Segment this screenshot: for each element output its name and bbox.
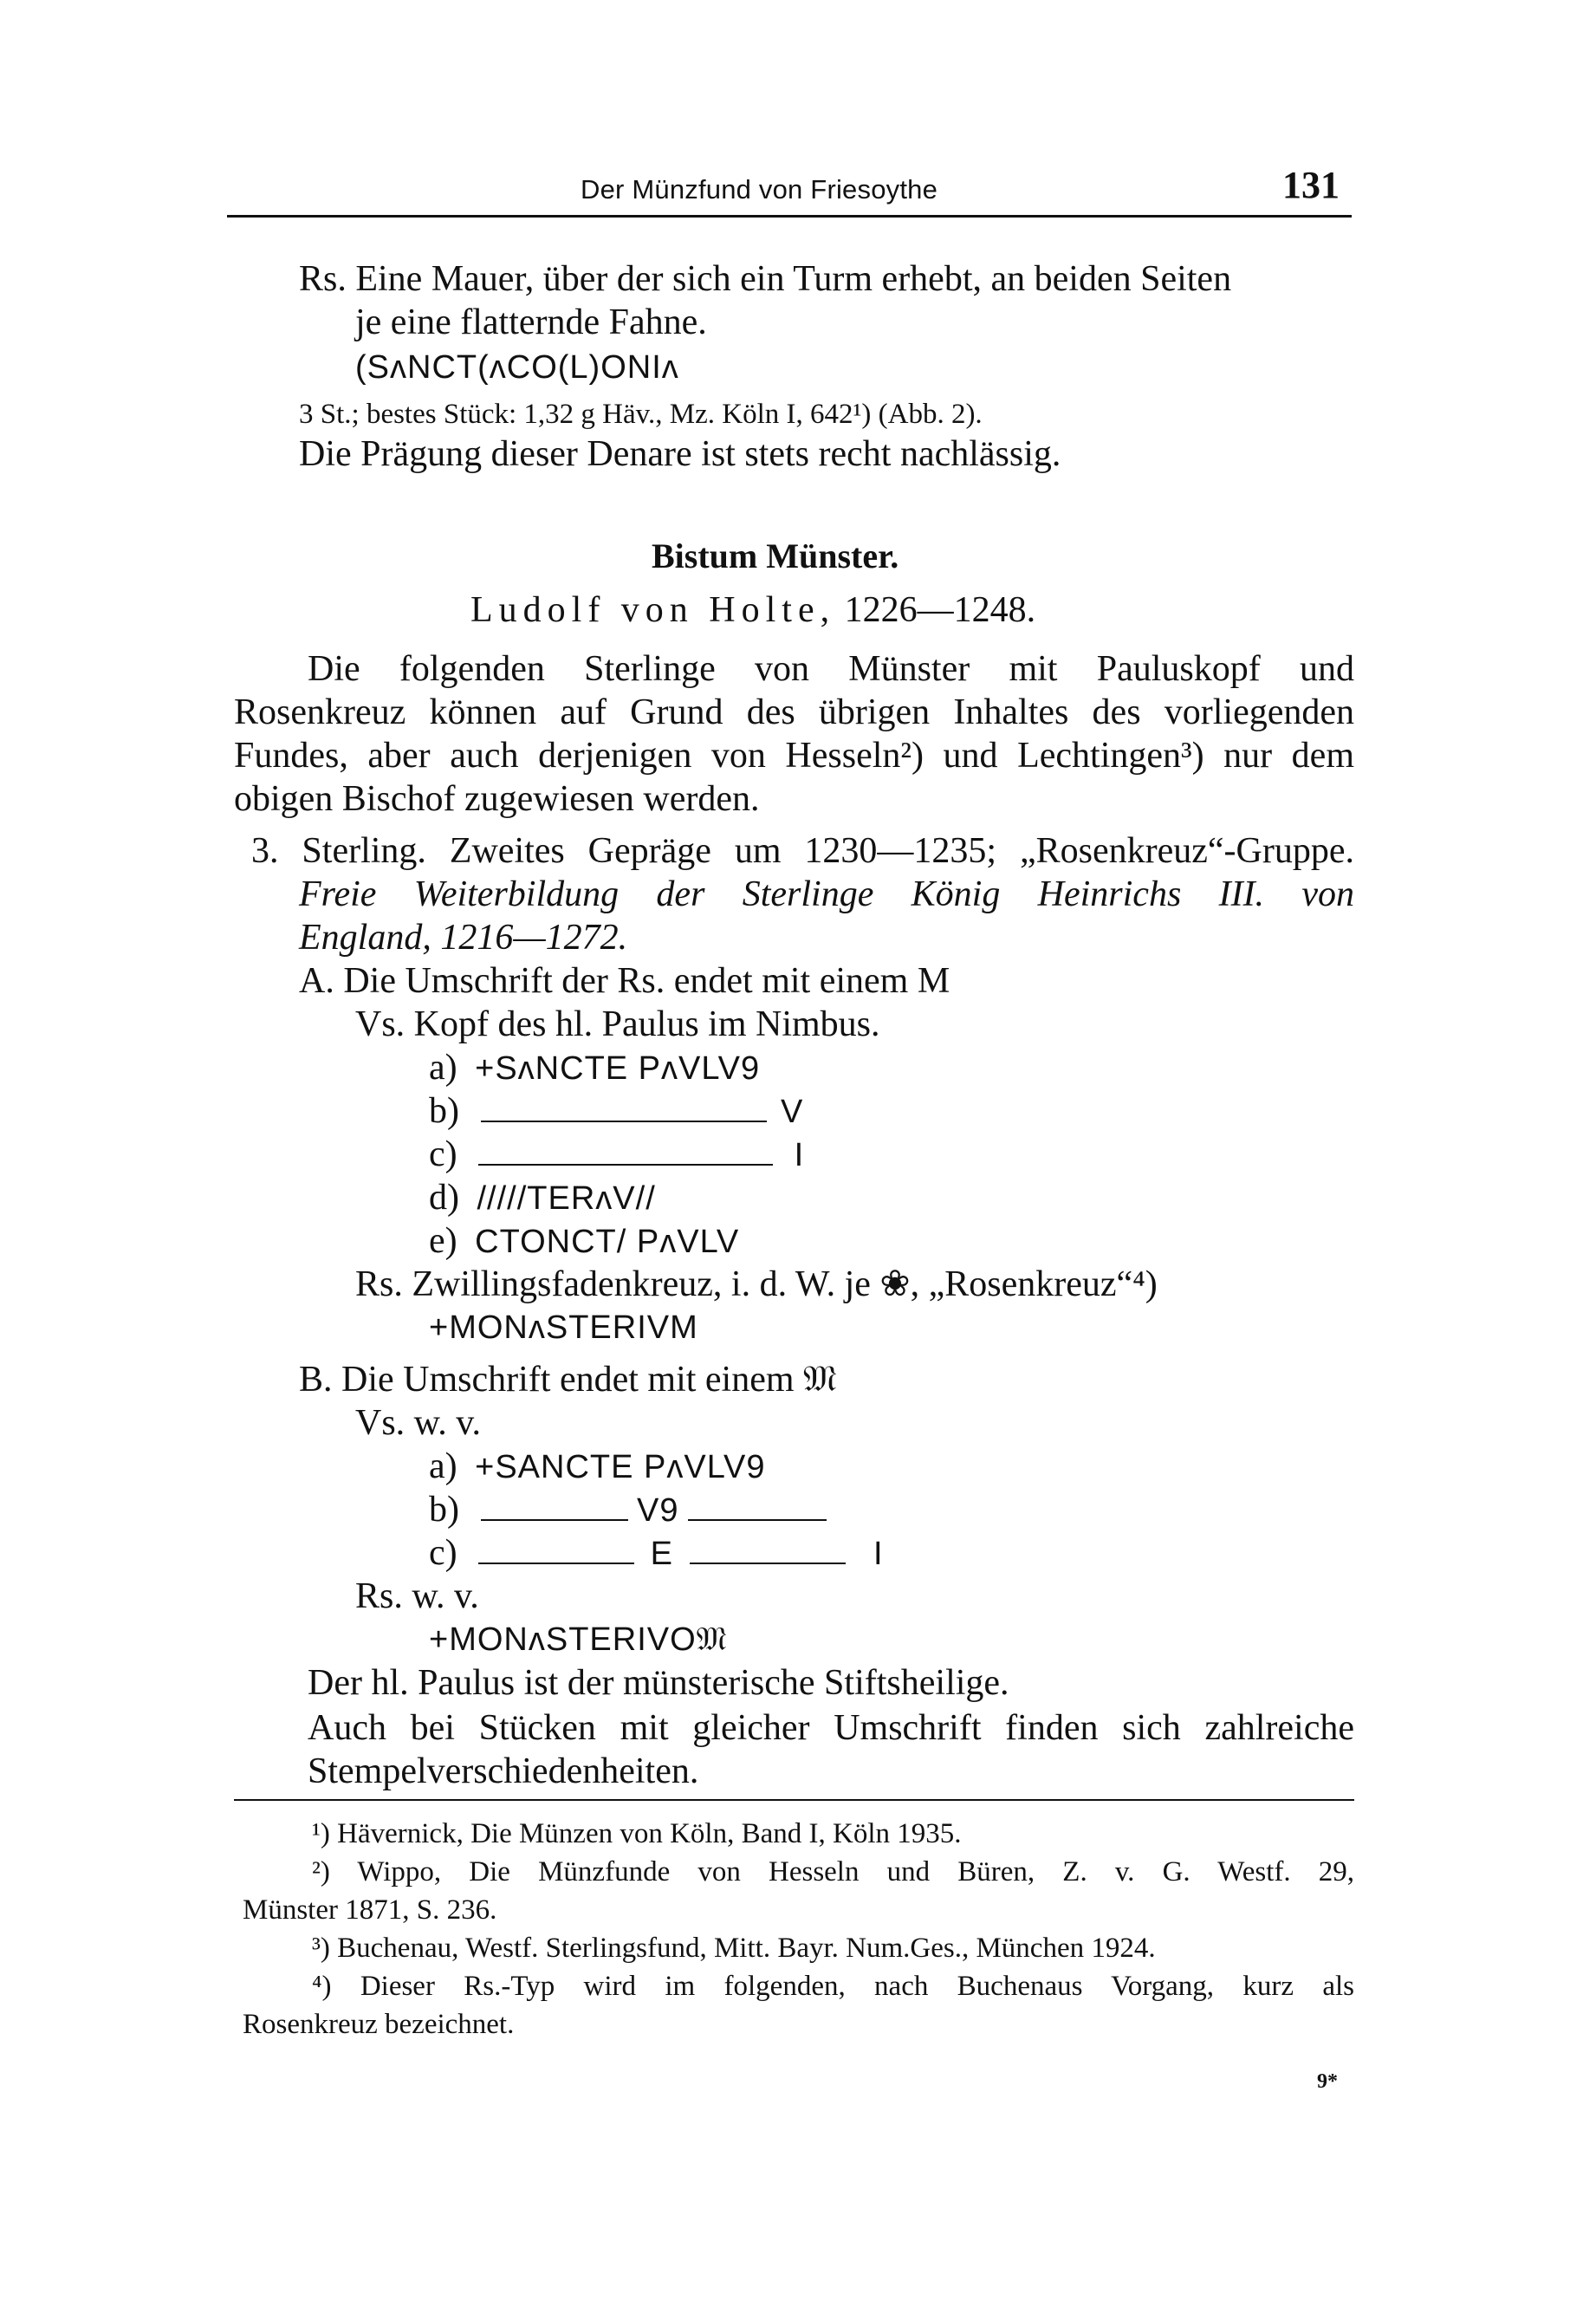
praegung-note: Die Prägung dieser Denare ist stets recht nachlässig. bbox=[299, 434, 1061, 474]
paragraph-line: Rosenkreuz können auf Grund des übrigen Inhaltes des vorliegenden bbox=[234, 692, 1354, 732]
item3-line: 3. Sterling. Zweites Gepräge um 1230—1235; „Rosenkreuz“-Gruppe. bbox=[251, 831, 1354, 871]
ruler-name: Ludolf von Holte, bbox=[470, 590, 836, 630]
group-a-rs-legend: +MONᴧSTERIVM bbox=[429, 1309, 698, 1346]
variant-label: a) bbox=[429, 1446, 457, 1486]
group-b-rs-legend: +MONᴧSTERIVO𝔐 bbox=[429, 1621, 728, 1658]
variant-legend: I bbox=[794, 1137, 805, 1173]
variant-label: a) bbox=[429, 1048, 457, 1088]
ditto-line bbox=[478, 1140, 773, 1166]
footnote-2: ²) Wippo, Die Münzfunde von Hesseln und Büren, Z. v. G. Westf. 29, bbox=[312, 1856, 1354, 1887]
paragraph-line: obigen Bischof zugewiesen werden. bbox=[234, 779, 760, 819]
rs-legend: (SᴧNCT(ᴧCO(L)ONIᴧ bbox=[355, 349, 679, 386]
paragraph-line: Die folgenden Sterlinge von Münster mit Pauluskopf und bbox=[308, 649, 1354, 689]
variant-legend: V9 bbox=[637, 1492, 679, 1529]
variant-legend: +SᴧNCTE PᴧVLV9 bbox=[475, 1050, 761, 1087]
footnote-3: ³) Buchenau, Westf. Sterlingsfund, Mitt. Bayr. Num.Ges., München 1924. bbox=[312, 1933, 1156, 1964]
ditto-line bbox=[481, 1495, 628, 1521]
variant-label: b) bbox=[429, 1091, 459, 1131]
variant-b bbox=[429, 1489, 827, 1531]
ruler-dates: 1226—1248. bbox=[844, 590, 1036, 630]
page-number: 131 bbox=[1282, 164, 1340, 206]
variant-legend: /////TERᴧV// bbox=[477, 1180, 656, 1217]
variant-legend: E bbox=[650, 1536, 673, 1572]
variant-label: c) bbox=[429, 1134, 457, 1174]
rs-description-line2: je eine flatternde Fahne. bbox=[355, 302, 707, 342]
variant-label: d) bbox=[429, 1178, 459, 1218]
variant-legend: CTONCT/ PᴧVLV bbox=[475, 1224, 740, 1260]
group-b-heading: B. Die Umschrift endet mit einem 𝔐 bbox=[299, 1360, 837, 1400]
variant-legend: V bbox=[781, 1094, 804, 1130]
variant-d bbox=[429, 1177, 656, 1219]
footnote-rule bbox=[234, 1799, 1354, 1801]
variant-label: e) bbox=[429, 1221, 457, 1261]
variant-b bbox=[429, 1090, 803, 1133]
paragraph-line: Fundes, aber auch derjenigen von Hesseln²) und Lechtingen³) nur dem bbox=[234, 736, 1354, 776]
variant-legend: +SANCTE PᴧVLV9 bbox=[475, 1449, 766, 1485]
ditto-line bbox=[478, 1538, 634, 1564]
running-title: Der Münzfund von Friesoythe bbox=[581, 174, 938, 205]
group-b-rs: Rs. w. v. bbox=[355, 1576, 479, 1616]
closing-line: Auch bei Stücken mit gleicher Umschrift finden sich zahlreiche bbox=[308, 1708, 1354, 1748]
variant-c bbox=[429, 1532, 884, 1575]
closing-line: Der hl. Paulus ist der münsterische Stiftsheilige. bbox=[308, 1663, 1009, 1703]
signature-mark: 9* bbox=[1317, 2070, 1338, 2093]
variant-a bbox=[429, 1446, 766, 1488]
rs-description-line1: Rs. Eine Mauer, über der sich ein Turm erhebt, an beiden Seiten bbox=[299, 259, 1232, 299]
group-a-heading: A. Die Umschrift der Rs. endet mit einem M bbox=[299, 961, 950, 1001]
group-a-vs: Vs. Kopf des hl. Paulus im Nimbus. bbox=[355, 1004, 880, 1044]
specimen-note: 3 St.; bestes Stück: 1,32 g Häv., Mz. Köln I, 642¹) (Abb. 2). bbox=[299, 399, 983, 430]
item3-italic-line1: Freie Weiterbildung der Sterlinge König Heinrichs III. von bbox=[299, 874, 1354, 914]
item3-italic-line2: England, 1216—1272. bbox=[299, 918, 628, 958]
footnote-1: ¹) Hävernick, Die Münzen von Köln, Band I, Köln 1935. bbox=[312, 1818, 962, 1849]
group-a-rs: Rs. Zwillingsfadenkreuz, i. d. W. je ❀, „Rosenkreuz“⁴) bbox=[355, 1264, 1158, 1304]
header-rule bbox=[227, 215, 1352, 218]
variant-a bbox=[429, 1047, 760, 1089]
ruler-heading bbox=[470, 589, 1035, 631]
footnote-4: ⁴) Dieser Rs.-Typ wird im folgenden, nach Buchenaus Vorgang, kurz als bbox=[312, 1971, 1354, 2002]
ditto-line bbox=[690, 1538, 846, 1564]
variant-c bbox=[429, 1134, 804, 1176]
footnote-4-continuation: Rosenkreuz bezeichnet. bbox=[243, 2009, 515, 2040]
variant-label: c) bbox=[429, 1533, 457, 1573]
section-title: Bistum Münster. bbox=[652, 536, 899, 575]
variant-legend: I bbox=[873, 1536, 884, 1572]
group-b-vs: Vs. w. v. bbox=[355, 1403, 482, 1443]
closing-line: Stempelverschiedenheiten. bbox=[308, 1751, 699, 1791]
variant-e bbox=[429, 1220, 739, 1263]
variant-label: b) bbox=[429, 1490, 459, 1530]
ditto-line bbox=[688, 1495, 827, 1521]
ditto-line bbox=[481, 1096, 767, 1122]
footnote-2-continuation: Münster 1871, S. 236. bbox=[243, 1894, 497, 1926]
